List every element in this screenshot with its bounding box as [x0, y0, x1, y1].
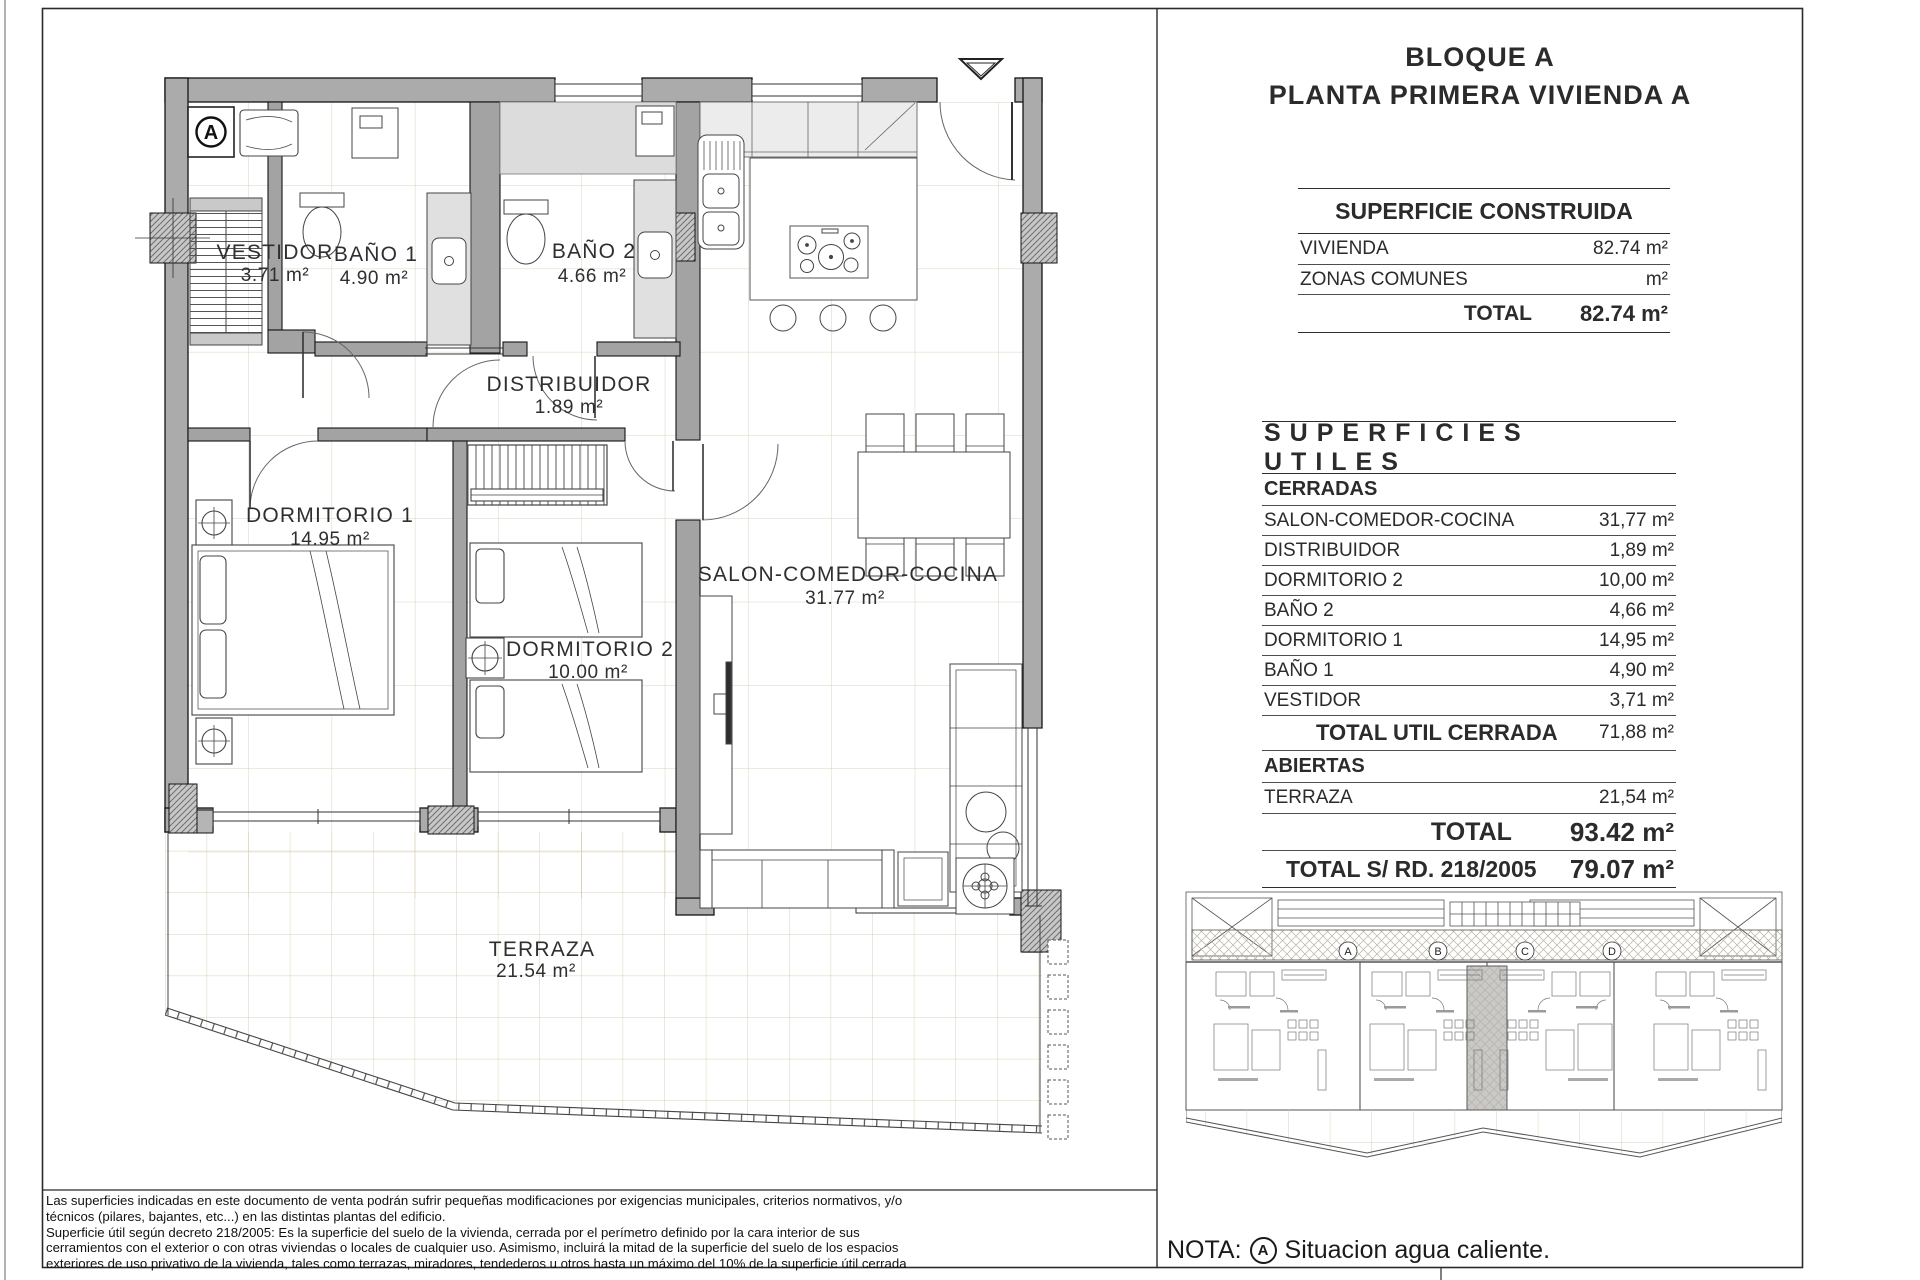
key-plan-unit-d: D	[1608, 946, 1616, 958]
row-label: TOTAL S/ RD. 218/2005	[1286, 855, 1537, 882]
table-row	[1262, 626, 1676, 656]
table-row	[1298, 234, 1670, 265]
room-label-distribuidor: DISTRIBUIDOR	[486, 373, 652, 396]
row-value: 1,89 m²	[1609, 539, 1674, 561]
row-value: 82.74 m²	[1593, 238, 1668, 259]
nota-text: Situacion agua caliente.	[1284, 1236, 1551, 1264]
footnote-line: exteriores de uso privativo de la vivienda, tales como terrazas, miradores, tendederos u otros hasta un máximo del 10% de la superficie útil cerrada	[46, 1256, 907, 1272]
row-label: VIVIENDA	[1300, 238, 1389, 259]
room-area-bano2: 4.66 m²	[557, 266, 627, 287]
room-label-bano1: BAÑO 1	[333, 243, 419, 266]
built-surface-table	[1298, 188, 1670, 333]
row-label: TOTAL UTIL CERRADA	[1316, 720, 1558, 745]
usable-surfaces-title: SUPERFICIES UTILES	[1262, 422, 1676, 474]
room-area-bano1: 4.90 m²	[339, 268, 409, 289]
room-area-dorm1: 14.95 m²	[290, 529, 370, 550]
table-row-total	[1262, 814, 1676, 851]
table-row	[1262, 506, 1676, 536]
table-row	[1262, 596, 1676, 626]
section-row	[1262, 751, 1676, 783]
row-value: 93.42 m²	[1569, 816, 1674, 847]
usable-surfaces-table	[1262, 418, 1676, 888]
table-row	[1298, 265, 1670, 295]
footnote-line: cerramientos con el exterior o con otras viviendas o locales de cualquier uso. Asimismo, incluirá la mitad de la superficie del suelo de los espacios	[46, 1240, 899, 1256]
row-label: TOTAL	[1463, 301, 1532, 325]
row-value: 4,90 m²	[1609, 659, 1674, 681]
room-area-salon: 31.77 m²	[805, 588, 885, 609]
row-value: 21,54 m²	[1599, 787, 1674, 808]
hot-water-letter: A	[203, 122, 219, 144]
table-row-total	[1298, 295, 1670, 333]
table-row-total-util	[1262, 716, 1676, 751]
nota-label: NOTA:	[1167, 1236, 1242, 1264]
room-area-dorm2: 10.00 m²	[548, 662, 628, 683]
section-label: ABIERTAS	[1264, 755, 1365, 777]
row-value: 79.07 m²	[1569, 853, 1674, 884]
room-label-dorm2: DORMITORIO 2	[505, 638, 675, 661]
section-label: CERRADAS	[1264, 478, 1378, 500]
section-row	[1262, 474, 1676, 506]
built-surface-title: SUPERFICIE CONSTRUIDA	[1298, 189, 1670, 234]
row-label: TOTAL	[1430, 817, 1512, 846]
row-value: 14,95 m²	[1599, 629, 1674, 651]
table-row	[1262, 536, 1676, 566]
sheet-title-plant: PLANTA PRIMERA VIVIENDA A	[1268, 80, 1692, 110]
row-label: SALON-COMEDOR-COCINA	[1264, 509, 1515, 531]
drain-markers	[1048, 940, 1068, 1139]
row-label: DISTRIBUIDOR	[1264, 539, 1401, 561]
hot-water-note	[1167, 1236, 1550, 1265]
footnote-line: técnicos (pilares, bajantes, etc...) en las distintas plantas del edificio.	[46, 1208, 446, 1224]
table-row	[1262, 686, 1676, 716]
room-label-vestidor: VESTIDOR	[216, 241, 334, 264]
footnote-line: Las superficies indicadas en este documento de venta podrán sufrir pequeñas modificaciones por exigencias municipales, criterios normativos, y/o	[46, 1193, 903, 1208]
row-value: 31,77 m²	[1599, 509, 1674, 531]
row-label: DORMITORIO 1	[1264, 629, 1403, 651]
row-label: ZONAS COMUNES	[1300, 268, 1468, 290]
hot-water-symbol-small: A	[1250, 1237, 1277, 1264]
table-row-total-rd	[1262, 851, 1676, 888]
row-value: 4,66 m²	[1609, 599, 1674, 621]
table-row	[1262, 656, 1676, 686]
key-plan-unit-c: C	[1521, 946, 1529, 958]
row-label: TERRAZA	[1264, 787, 1353, 808]
row-label: VESTIDOR	[1264, 689, 1362, 711]
row-value: m²	[1645, 268, 1668, 290]
row-value: 71,88 m²	[1599, 722, 1674, 743]
row-value: 82.74 m²	[1579, 300, 1668, 326]
sheet-title-block: BLOQUE A	[1405, 42, 1555, 72]
room-label-dorm1: DORMITORIO 1	[245, 504, 415, 527]
legal-footnote	[46, 1193, 1106, 1272]
key-plan	[1186, 892, 1782, 1165]
room-area-vestidor: 3.71 m²	[240, 265, 310, 286]
key-plan-unit-a: A	[1344, 946, 1352, 958]
room-label-terraza: TERRAZA	[488, 938, 596, 961]
row-value: 3,71 m²	[1609, 689, 1674, 711]
room-area-terraza: 21.54 m²	[496, 961, 576, 982]
row-value: 10,00 m²	[1599, 569, 1674, 591]
key-plan-unit-b: B	[1434, 946, 1442, 958]
hot-water-symbol	[188, 107, 298, 157]
table-row	[1262, 783, 1676, 814]
footnote-line: Superficie útil según decreto 218/2005: Es la superficie del suelo de la vivienda, cerrada por el perímetro definido por la cara interior de sus	[46, 1224, 860, 1240]
entry-marker	[960, 59, 1002, 79]
room-label-bano2: BAÑO 2	[551, 240, 637, 263]
room-label-salon: SALON-COMEDOR-COCINA	[697, 563, 999, 586]
row-label: BAÑO 1	[1264, 659, 1334, 681]
room-area-distribuidor: 1.89 m²	[534, 397, 604, 418]
row-label: BAÑO 2	[1264, 599, 1334, 621]
table-row	[1262, 566, 1676, 596]
row-label: DORMITORIO 2	[1264, 569, 1403, 591]
